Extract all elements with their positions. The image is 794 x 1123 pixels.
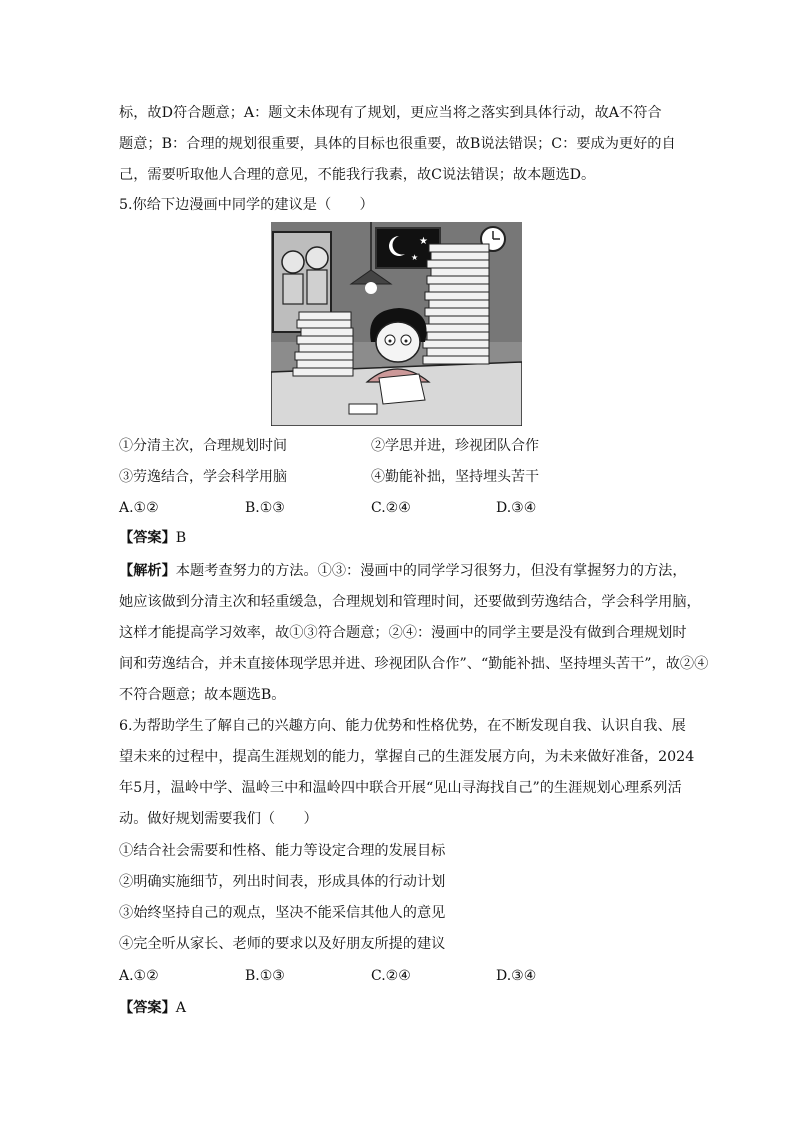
prev-paragraph-line-3: 己，需要听取他人合理的意见，不能我行我素，故C说法错误；故本题选D。 xyxy=(119,167,596,183)
q5-answer xyxy=(119,528,186,548)
q6-choice-a: A.①② xyxy=(119,968,159,984)
q5-analysis-line-5: 不符合题意；故本题选B。 xyxy=(119,687,286,703)
q5-answer-value: B xyxy=(175,530,187,546)
q6-stem-line-4: 动。做好规划需要我们（ ） xyxy=(119,811,318,827)
q6-statement-3: ③始终坚持自己的观点，坚决不能采信其他人的意见 xyxy=(119,905,446,921)
q5-analysis-line-2: 她应该做到分清主次和轻重缓急，合理规划和管理时间，还要做到劳逸结合，学会科学用脑， xyxy=(119,594,701,610)
q5-choice-a: A.①② xyxy=(119,500,159,516)
svg-text:★: ★ xyxy=(411,253,419,262)
q6-choice-c: C.②④ xyxy=(371,968,411,984)
q5-statement-4: ④勤能补拙，坚持埋头苦干 xyxy=(371,469,539,485)
q5-statement-1: ①分清主次，合理规划时间 xyxy=(119,438,287,454)
q5-choice-b: B.①③ xyxy=(245,500,285,516)
q6-choice-d: D.③④ xyxy=(496,968,537,984)
prev-paragraph-line-2: 题意；B：合理的规划很重要，具体的目标也很重要，故B说法错误；C：要成为更好的自 xyxy=(119,136,676,152)
q5-analysis-label: 【解析】 xyxy=(119,563,176,579)
q5-analysis-line-4: 间和劳逸结合，并未直接体现学思并进、珍视团队合作”、“勤能补拙、坚持埋头苦干”，故②④ xyxy=(119,656,709,672)
prev-paragraph-line-1: 标，故D符合题意；A：题文未体现有了规划，更应当将之落实到具体行动，故A不符合 xyxy=(119,105,662,121)
q5-analysis-text-1: 本题考查努力的方法。①③：漫画中的同学学习很努力，但没有掌握努力的方法， xyxy=(175,563,687,579)
q6-statement-1: ①结合社会需要和性格、能力等设定合理的发展目标 xyxy=(119,843,446,859)
q5-statement-2: ②学思并进，珍视团队合作 xyxy=(371,438,539,454)
q6-stem-line-3: 年5月，温岭中学、温岭三中和温岭四中联合开展“见山寻海找自己”的生涯规划心理系列活 xyxy=(119,780,682,796)
svg-text:★: ★ xyxy=(419,236,428,247)
q6-answer-label: 【答案】 xyxy=(119,1000,176,1016)
q5-answer-label: 【答案】 xyxy=(119,530,176,546)
q5-choice-d: D.③④ xyxy=(496,500,537,516)
q5-statement-3: ③劳逸结合，学会科学用脑 xyxy=(119,469,287,485)
q6-answer-value: A xyxy=(175,1000,187,1016)
q5-analysis-line-1 xyxy=(119,561,687,581)
q6-choice-b: B.①③ xyxy=(245,968,285,984)
q5-choice-c: C.②④ xyxy=(371,500,411,516)
cartoon-image xyxy=(271,222,522,426)
eraser xyxy=(349,404,377,414)
q6-statement-4: ④完全听从家长、老师的要求以及好朋友所提的建议 xyxy=(119,936,446,952)
q6-stem-line-1: 6.为帮助学生了解自己的兴趣方向、能力优势和性格优势，在不断发现自我、认识自我、展 xyxy=(119,718,686,734)
q6-statement-2: ②明确实施细节，列出时间表，形成具体的行动计划 xyxy=(119,874,446,890)
q5-analysis-line-3: 这样才能提高学习效率，故①③符合题意；②④：漫画中的同学主要是没有做到合理规划时 xyxy=(119,625,687,641)
q5-stem: 5.你给下边漫画中同学的建议是（ ） xyxy=(119,197,374,213)
q6-stem-line-2: 望未来的过程中，提高生涯规划的能力，掌握自己的生涯发展方向，为未来做好准备，2024 xyxy=(119,749,695,765)
q6-answer xyxy=(119,998,186,1018)
right-paper-stack xyxy=(423,244,489,364)
left-paper-stack xyxy=(293,312,353,376)
